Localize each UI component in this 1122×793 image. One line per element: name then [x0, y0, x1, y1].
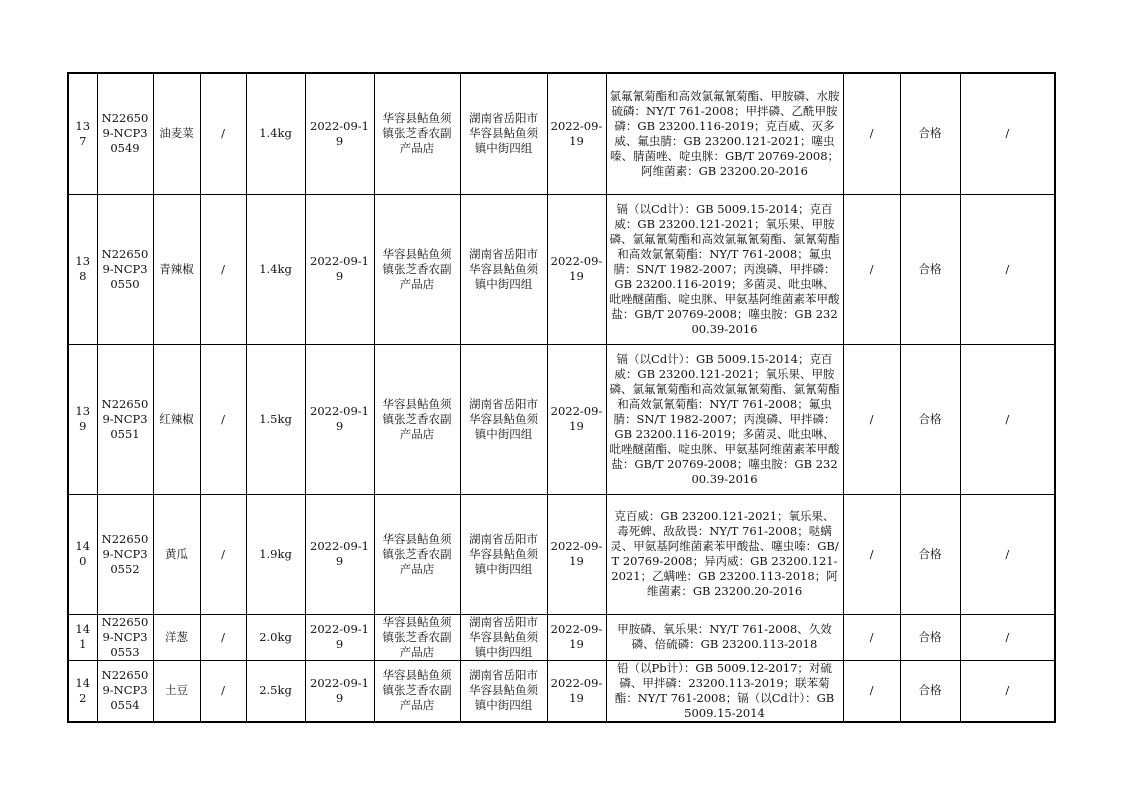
result: 合格	[900, 494, 960, 614]
row-number: 141	[68, 614, 97, 660]
sampling-date: 2022-09-19	[305, 73, 374, 194]
sample-code: N226509-NCP30549	[97, 73, 153, 194]
sample-code: N226509-NCP30554	[97, 660, 153, 722]
sample-name: 洋葱	[153, 614, 200, 660]
test-standards: 甲胺磷、氧乐果：NY/T 761-2008、久效磷、倍硫磷：GB 23200.113-2018	[606, 614, 843, 660]
sampled-shop: 华容县鲇鱼须镇张芝香农副产品店	[374, 194, 460, 344]
sampled-shop: 华容县鲇鱼须镇张芝香农副产品店	[374, 660, 460, 722]
placeholder-cell: /	[200, 344, 246, 494]
placeholder-cell: /	[843, 194, 900, 344]
sampled-shop: 华容县鲇鱼须镇张芝香农副产品店	[374, 73, 460, 194]
remark: /	[960, 614, 1055, 660]
row-number: 139	[68, 344, 97, 494]
sample-weight: 2.5kg	[246, 660, 305, 722]
sample-code: N226509-NCP30553	[97, 614, 153, 660]
result: 合格	[900, 614, 960, 660]
sample-code: N226509-NCP30551	[97, 344, 153, 494]
remark: /	[960, 73, 1055, 194]
shop-address: 湖南省岳阳市华容县鲇鱼须镇中街四组	[460, 614, 547, 660]
result: 合格	[900, 194, 960, 344]
result: 合格	[900, 344, 960, 494]
sampling-date: 2022-09-19	[305, 344, 374, 494]
sampling-date: 2022-09-19	[305, 194, 374, 344]
remark: /	[960, 494, 1055, 614]
shop-address: 湖南省岳阳市华容县鲇鱼须镇中街四组	[460, 344, 547, 494]
placeholder-cell: /	[200, 73, 246, 194]
placeholder-cell: /	[200, 614, 246, 660]
table-row	[68, 614, 1055, 660]
sample-name: 红辣椒	[153, 344, 200, 494]
sampling-date: 2022-09-19	[305, 660, 374, 722]
placeholder-cell: /	[200, 194, 246, 344]
remark: /	[960, 194, 1055, 344]
shop-address: 湖南省岳阳市华容县鲇鱼须镇中街四组	[460, 494, 547, 614]
table-row	[68, 344, 1055, 494]
remark: /	[960, 344, 1055, 494]
table-row	[68, 660, 1055, 722]
sampled-shop: 华容县鲇鱼须镇张芝香农副产品店	[374, 494, 460, 614]
sample-name: 土豆	[153, 660, 200, 722]
test-date: 2022-09-19	[547, 73, 606, 194]
placeholder-cell: /	[200, 494, 246, 614]
result: 合格	[900, 73, 960, 194]
sample-weight: 1.9kg	[246, 494, 305, 614]
placeholder-cell: /	[843, 494, 900, 614]
test-date: 2022-09-19	[547, 660, 606, 722]
placeholder-cell: /	[200, 660, 246, 722]
sample-code: N226509-NCP30550	[97, 194, 153, 344]
sample-weight: 1.4kg	[246, 73, 305, 194]
sample-weight: 1.4kg	[246, 194, 305, 344]
row-number: 140	[68, 494, 97, 614]
test-date: 2022-09-19	[547, 344, 606, 494]
remark: /	[960, 660, 1055, 722]
shop-address: 湖南省岳阳市华容县鲇鱼须镇中街四组	[460, 73, 547, 194]
sample-code: N226509-NCP30552	[97, 494, 153, 614]
sampling-date: 2022-09-19	[305, 614, 374, 660]
result: 合格	[900, 660, 960, 722]
shop-address: 湖南省岳阳市华容县鲇鱼须镇中街四组	[460, 194, 547, 344]
row-number: 137	[68, 73, 97, 194]
test-standards: 克百威：GB 23200.121-2021；氧乐果、毒死蜱、敌敌畏：NY/T 761-2008；哒螨灵、甲氨基阿维菌素苯甲酸盐、噻虫嗪：GB/T 20769-2008；异丙威：GB 23200.121-2021；乙螨唑：GB 23200.113-2018；阿维菌素：GB 23200.20-2016	[606, 494, 843, 614]
test-date: 2022-09-19	[547, 614, 606, 660]
inspection-results-table	[67, 72, 1056, 723]
sample-name: 青辣椒	[153, 194, 200, 344]
sample-weight: 2.0kg	[246, 614, 305, 660]
sample-name: 油麦菜	[153, 73, 200, 194]
table-row	[68, 194, 1055, 344]
table-row	[68, 73, 1055, 194]
row-number: 138	[68, 194, 97, 344]
sampled-shop: 华容县鲇鱼须镇张芝香农副产品店	[374, 614, 460, 660]
placeholder-cell: /	[843, 614, 900, 660]
test-standards: 铅（以Pb计）：GB 5009.12-2017；对硫磷、甲拌磷：23200.113-2019；联苯菊酯：NY/T 761-2008；镉（以Cd计）：GB 5009.15-2014	[606, 660, 843, 722]
placeholder-cell: /	[843, 73, 900, 194]
sample-weight: 1.5kg	[246, 344, 305, 494]
test-standards: 镉（以Cd计）：GB 5009.15-2014；克百威：GB 23200.121-2021；氧乐果、甲胺磷、氯氟氰菊酯和高效氯氟氰菊酯、氯氰菊酯和高效氯氰菊酯：NY/T 761-2008；氟虫腈：SN/T 1982-2007；丙溴磷、甲拌磷：GB 23200.116-2019；多菌灵、吡虫啉、吡唑醚菌酯、啶虫脒、甲氨基阿维菌素苯甲酸盐：GB/T 20769-2008；噻虫胺：GB 23200.39-2016	[606, 194, 843, 344]
sampling-date: 2022-09-19	[305, 494, 374, 614]
placeholder-cell: /	[843, 660, 900, 722]
row-number: 142	[68, 660, 97, 722]
table-row	[68, 494, 1055, 614]
test-standards: 氯氟氰菊酯和高效氯氟氰菊酯、甲胺磷、水胺硫磷：NY/T 761-2008；甲拌磷、乙酰甲胺磷：GB 23200.116-2019；克百威、灭多威、氟虫腈：GB 23200.121-2021；噻虫嗪、腈菌唑、啶虫脒：GB/T 20769-2008；阿维菌素：GB 23200.20-2016	[606, 73, 843, 194]
test-standards: 镉（以Cd计）：GB 5009.15-2014；克百威：GB 23200.121-2021；氧乐果、甲胺磷、氯氟氰菊酯和高效氯氟氰菊酯、氯氰菊酯和高效氯氰菊酯：NY/T 761-2008；氟虫腈：SN/T 1982-2007；丙溴磷、甲拌磷：GB 23200.116-2019；多菌灵、吡虫啉、吡唑醚菌酯、啶虫脒、甲氨基阿维菌素苯甲酸盐：GB/T 20769-2008；噻虫胺：GB 23200.39-2016	[606, 344, 843, 494]
shop-address: 湖南省岳阳市华容县鲇鱼须镇中街四组	[460, 660, 547, 722]
sampled-shop: 华容县鲇鱼须镇张芝香农副产品店	[374, 344, 460, 494]
test-date: 2022-09-19	[547, 194, 606, 344]
placeholder-cell: /	[843, 344, 900, 494]
test-date: 2022-09-19	[547, 494, 606, 614]
sample-name: 黄瓜	[153, 494, 200, 614]
